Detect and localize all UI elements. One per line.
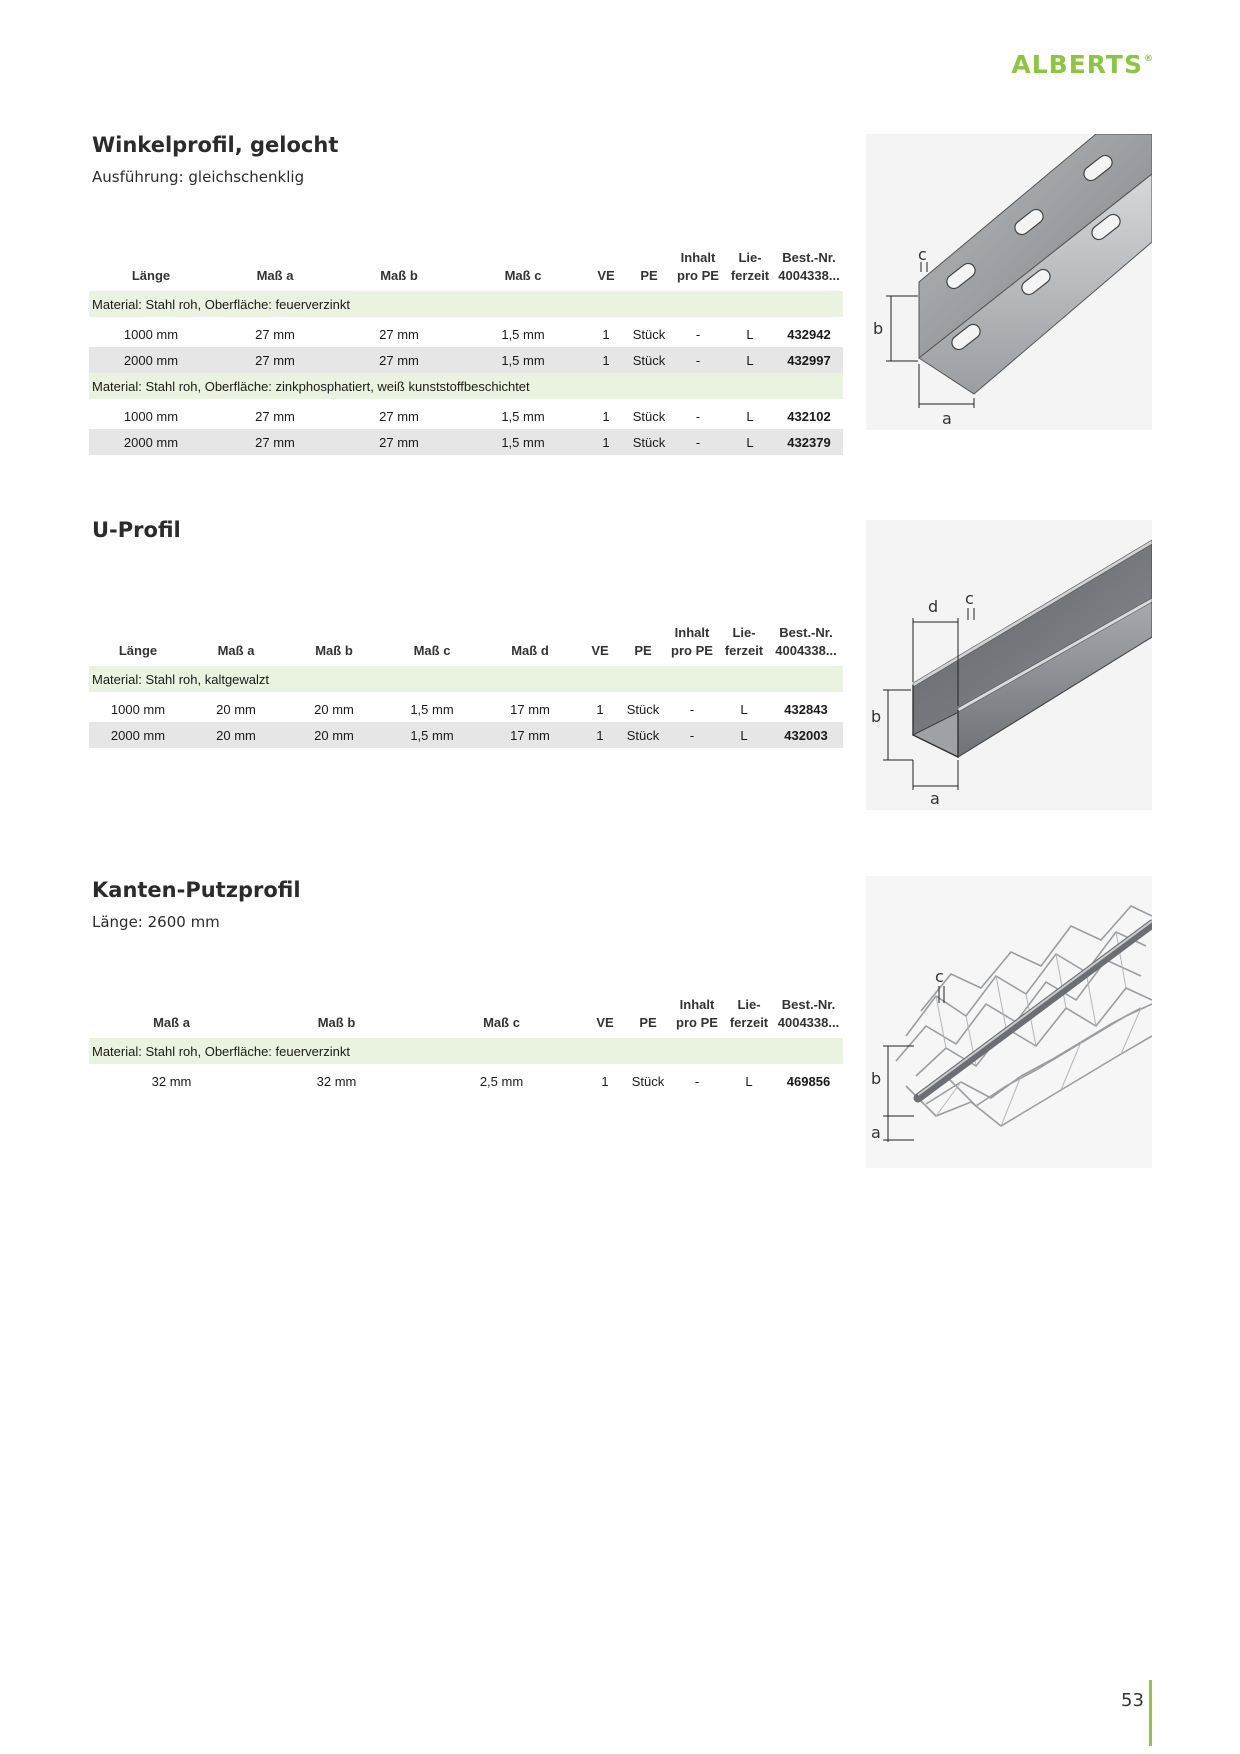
brand-logo (1011, 50, 1154, 79)
section-subtitle: Ausführung: gleichschenklig (92, 168, 305, 186)
cell-mass-a: 27 mm (255, 326, 295, 342)
page-number-bar (1149, 1680, 1152, 1746)
cell-inhalt: - (694, 1073, 700, 1089)
page-number: 53 (1121, 1690, 1144, 1711)
table-row (89, 696, 843, 722)
cell-mass-c: 1,5 mm (501, 326, 545, 342)
dim-label-d: d (928, 597, 939, 616)
col-header: Inhalt pro PE (677, 250, 719, 283)
cell-mass-b: 20 mm (285, 722, 383, 748)
table-row (89, 321, 843, 347)
col-header: Maß a (153, 1015, 190, 1030)
col-header: Maß c (413, 643, 451, 658)
col-header: Maß c (483, 1015, 520, 1030)
dim-label-b: b (873, 319, 884, 338)
cell-mass-b: 27 mm (379, 326, 419, 342)
cell-mass-c: 2,5 mm (479, 1073, 524, 1089)
product-table (89, 249, 843, 455)
table-header-row (89, 249, 843, 291)
cell-lieferzeit: L (725, 429, 775, 455)
col-header: Länge (118, 643, 158, 658)
product-table (89, 996, 843, 1094)
material-label: Material: Stahl roh, kaltgewalzt (89, 666, 843, 692)
dim-label-b: b (871, 707, 882, 726)
col-header: Best.-Nr. 4004338... (778, 250, 840, 283)
col-header: Maß c (504, 268, 542, 283)
col-header: Best.-Nr. 4004338... (777, 997, 840, 1030)
cell-mass-c: 1,5 mm (383, 722, 481, 748)
cell-mass-c: 1,5 mm (461, 429, 585, 455)
cell-pe: Stück (627, 429, 671, 455)
cell-inhalt: - (671, 347, 725, 373)
cell-mass-a: 32 mm (151, 1073, 192, 1089)
cell-inhalt: - (695, 408, 701, 424)
material-label: Material: Stahl roh, Oberfläche: feuerverzinkt (89, 1038, 843, 1064)
table-header-row (89, 624, 843, 666)
section-title: Winkelprofil, gelocht (92, 133, 339, 157)
cell-mass-a: 20 mm (187, 722, 285, 748)
cell-lieferzeit: L (719, 722, 769, 748)
material-row (89, 1038, 843, 1064)
cell-laenge: 2000 mm (89, 429, 213, 455)
dim-label-c: c (935, 967, 944, 986)
cell-pe: Stück (632, 326, 666, 342)
product-table (89, 624, 843, 748)
dim-label-a: a (871, 1123, 881, 1142)
material-label: Material: Stahl roh, Oberfläche: zinkphosphatiert, weiß kunststoffbeschichtet (89, 373, 843, 399)
brand-registered-mark: ® (1144, 54, 1154, 64)
col-header: VE (597, 268, 615, 283)
col-header: Maß a (217, 643, 255, 658)
section-title: U-Profil (92, 518, 181, 542)
col-header: Lie- ferzeit (729, 997, 769, 1030)
dim-label-c: c (965, 589, 974, 608)
table-row (89, 403, 843, 429)
col-header: PE (640, 268, 658, 283)
dim-label-a: a (942, 409, 952, 428)
cell-mass-a: 20 mm (216, 701, 256, 717)
cell-pe: Stück (621, 722, 665, 748)
cell-mass-b: 32 mm (316, 1073, 357, 1089)
col-header: Länge (131, 268, 171, 283)
col-header: Maß a (256, 268, 294, 283)
cell-pe: Stück (626, 701, 660, 717)
col-header: PE (639, 1015, 657, 1030)
cell-mass-c: 1,5 mm (410, 701, 454, 717)
col-header: Lie- ferzeit (724, 625, 764, 658)
col-header: Inhalt pro PE (676, 997, 718, 1030)
col-header: Maß b (317, 1015, 356, 1030)
cell-laenge: 1000 mm (123, 408, 179, 424)
cell-inhalt: - (689, 701, 695, 717)
dim-label-b: b (871, 1069, 882, 1088)
cell-ve: 1 (596, 701, 604, 717)
cell-lieferzeit: L (740, 701, 748, 717)
col-header: Best.-Nr. 4004338... (775, 625, 837, 658)
cell-mass-c: 1,5 mm (461, 347, 585, 373)
cell-mass-b: 27 mm (337, 347, 461, 373)
u-profil-figure (866, 520, 1152, 810)
cell-mass-a: 27 mm (213, 347, 337, 373)
dim-label-a: a (930, 789, 940, 808)
cell-mass-b: 27 mm (379, 408, 419, 424)
col-header: VE (591, 643, 609, 658)
cell-ve: 1 (585, 429, 627, 455)
cell-laenge: 1000 mm (110, 701, 166, 717)
cell-lieferzeit: L (725, 347, 775, 373)
cell-mass-d: 17 mm (481, 722, 579, 748)
cell-ve: 1 (602, 408, 610, 424)
col-header: Lie- ferzeit (730, 250, 770, 283)
cell-laenge: 1000 mm (123, 326, 179, 342)
cell-best-nr: 432942 (787, 326, 831, 342)
winkelprofil-figure (866, 134, 1152, 430)
cell-pe: Stück (631, 1073, 665, 1089)
table-row (89, 347, 843, 373)
table-row (89, 1068, 843, 1094)
cell-ve: 1 (579, 722, 621, 748)
col-header: PE (634, 643, 652, 658)
cell-best-nr: 432102 (787, 408, 831, 424)
col-header: Maß b (380, 268, 418, 283)
material-row (89, 291, 843, 317)
brand-name: ALBERTS (1011, 50, 1143, 79)
cell-laenge: 2000 mm (89, 722, 187, 748)
cell-ve: 1 (602, 326, 610, 342)
cell-laenge: 2000 mm (89, 347, 213, 373)
cell-best-nr: 432843 (784, 701, 828, 717)
table-header-row (89, 996, 843, 1038)
cell-inhalt: - (665, 722, 719, 748)
cell-best-nr: 432003 (769, 722, 843, 748)
cell-ve: 1 (601, 1073, 609, 1089)
cell-mass-a: 27 mm (255, 408, 295, 424)
cell-lieferzeit: L (746, 326, 754, 342)
cell-inhalt: - (671, 429, 725, 455)
cell-mass-a: 27 mm (213, 429, 337, 455)
cell-best-nr: 432997 (775, 347, 843, 373)
col-header: Inhalt pro PE (671, 625, 713, 658)
table-row (89, 429, 843, 455)
cell-lieferzeit: L (746, 408, 754, 424)
cell-ve: 1 (585, 347, 627, 373)
material-label: Material: Stahl roh, Oberfläche: feuerverzinkt (89, 291, 843, 317)
table-row (89, 722, 843, 748)
cell-mass-c: 1,5 mm (501, 408, 545, 424)
col-header: Maß b (315, 643, 353, 658)
col-header: VE (596, 1015, 614, 1030)
col-header: Maß d (511, 643, 549, 658)
section-title: Kanten-Putzprofil (92, 878, 301, 902)
cell-best-nr: 432379 (775, 429, 843, 455)
dim-label-c: c (918, 245, 927, 264)
cell-mass-b: 20 mm (314, 701, 354, 717)
cell-mass-b: 27 mm (337, 429, 461, 455)
cell-inhalt: - (695, 326, 701, 342)
cell-lieferzeit: L (745, 1073, 753, 1089)
cell-best-nr: 469856 (786, 1073, 831, 1089)
kanten-putzprofil-figure (866, 876, 1152, 1168)
cell-mass-d: 17 mm (510, 701, 550, 717)
material-row (89, 666, 843, 692)
section-subtitle: Länge: 2600 mm (92, 913, 220, 931)
material-row (89, 373, 843, 399)
cell-pe: Stück (627, 347, 671, 373)
cell-pe: Stück (632, 408, 666, 424)
